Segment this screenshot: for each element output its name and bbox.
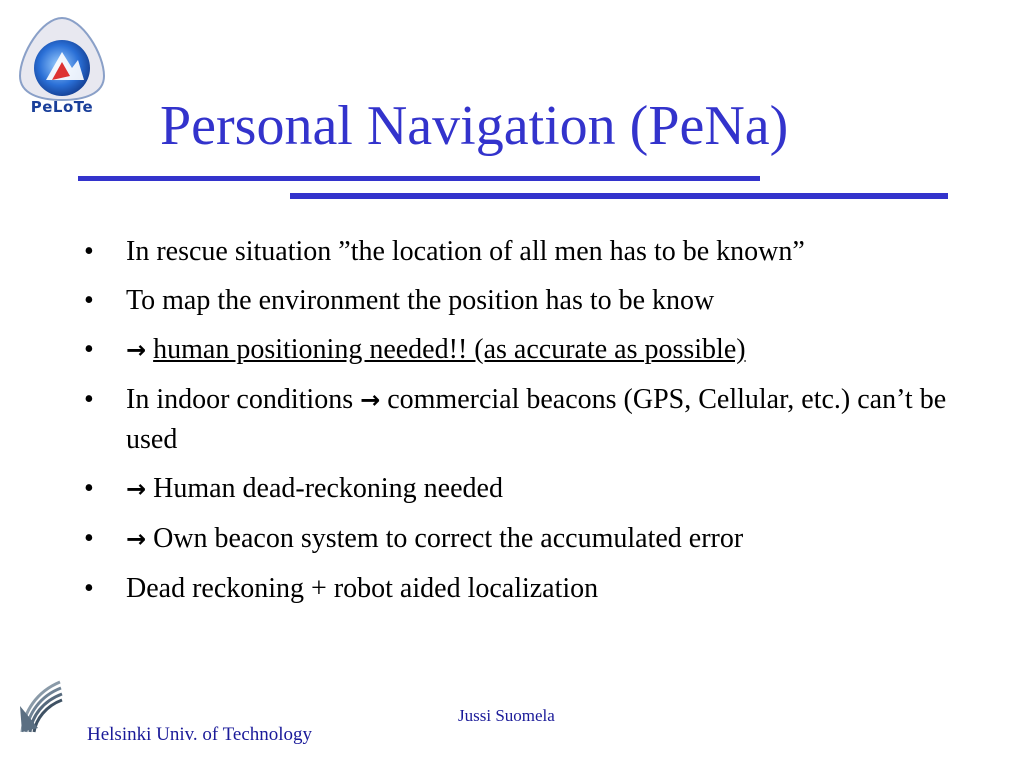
footer-author: Jussi Suomela [458,706,555,725]
list-item [84,519,964,559]
bullet-marker: • [84,473,94,504]
bullet-text: Own beacon system to correct the accumulated error [153,523,744,554]
list-item [84,232,964,271]
pelote-logo [12,14,112,122]
bullet-marker: • [84,523,94,554]
footer-institution: Helsinki Univ. of Technology [87,724,313,745]
pelote-logo-text: PeLoTe [30,98,94,116]
bullet-text: human positioning needed!! (as accurate as possible) [153,334,746,365]
list-item [84,330,964,370]
pelote-emblem-icon [12,14,112,104]
bullet-marker: • [84,384,94,415]
title-divider-top [78,176,760,181]
bullet-text: Human dead-reckoning needed [153,473,503,504]
university-emblem-icon [18,676,64,736]
list-item [84,281,964,320]
bullet-text: To map the environment the position has to be know [126,285,715,316]
right-arrow-icon: → [126,336,147,364]
bullet-list [84,232,964,618]
bullet-text: In rescue situation ”the location of all men has to be known” [126,236,805,267]
title-divider-bottom [290,193,948,199]
bullet-text: In indoor conditions [126,384,354,415]
right-arrow-icon: → [360,386,381,414]
bullet-marker: • [84,573,94,604]
bullet-text: commercial beacons (GPS, Cellular, etc.) can’t be used [126,384,947,455]
list-item [84,380,964,459]
bullet-marker: • [84,236,94,267]
list-item [84,469,964,509]
list-item [84,569,964,608]
slide-title: Personal Navigation (PeNa) [160,95,789,157]
university-logo [18,676,64,736]
bullet-text: Dead reckoning + robot aided localization [126,573,599,604]
bullet-marker: • [84,334,94,365]
right-arrow-icon: → [126,525,147,553]
right-arrow-icon: → [126,475,147,503]
bullet-marker: • [84,285,94,316]
